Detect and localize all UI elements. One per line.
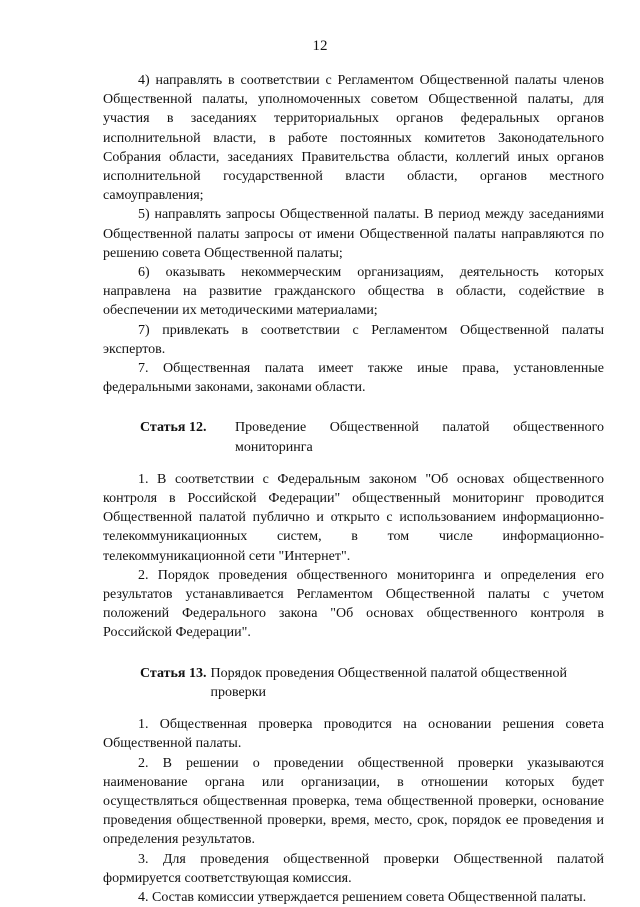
paragraph: 5) направлять запросы Общественной палаты. В период между заседаниями Общественной палаты запросы от имени Общественной палаты направляются по решению совета Общественной палаты;: [103, 207, 604, 261]
article-title: Проведение Общественной палатой общественного мониторинга: [235, 420, 604, 455]
paragraph: 1. В соответствии с Федеральным законом "Об основах общественного контроля в Российской Федерации" общественный мониторинг проводится Общественной палатой публично и открыто с использованием информационно-телекоммуникационных систем, в том числе информационно-телекоммуникационной сети "Интернет".: [103, 471, 604, 564]
paragraph: 4) направлять в соответствии с Регламентом Общественной палаты членов Общественной палаты, уполномоченных советом Общественной палаты, для участия в заседаниях территориальных органов федеральных органов исполнительной власти, в работе постоянных комитетов Законодательного Собрания области, заседаниях Правительства области, коллегий иных органов исполнительной государственной власти области, органов местного самоуправления;: [103, 73, 604, 204]
article-label: Статья 13.: [140, 665, 207, 681]
paragraph: 4. Состав комиссии утверждается решением совета Общественной палаты.: [138, 889, 587, 905]
article-13-heading: [103, 664, 604, 702]
page-number: 12: [312, 38, 328, 54]
paragraph: 6) оказывать некоммерческим организациям, деятельность которых направлена на развитие гражданского общества в области, содействие в обеспечении их методическими материалами;: [103, 265, 604, 319]
paragraph: 3. Для проведения общественной проверки Общественной палатой формируется соответствующая комиссия.: [103, 851, 604, 886]
paragraph: 2. В решении о проведении общественной проверки указываются наименование органа или организации, в отношении которых будет осуществляться общественная проверка, тема общественной проверки, основание проведения общественной проверки, время, место, срок, порядок ее проведения и определения результатов.: [103, 755, 604, 848]
paragraph: 1. Общественная проверка проводится на основании решения совета Общественной палаты.: [103, 717, 604, 752]
article-label: Статья 12.: [140, 420, 207, 436]
document-body: [103, 71, 604, 907]
paragraph: 2. Порядок проведения общественного мониторинга и определения его результатов устанавливается Регламентом Общественной палаты с учетом положений Федерального закона "Об основах общественного контроля в Российской Федерации".: [103, 567, 604, 641]
paragraph: 7) привлекать в соответствии с Регламентом Общественной палаты экспертов.: [103, 322, 604, 357]
article-12-heading: [103, 418, 604, 456]
article-title: Порядок проведения Общественной палатой общественной проверки: [210, 665, 567, 700]
paragraph: 7. Общественная палата имеет также иные права, установленные федеральными законами, законами области.: [103, 361, 604, 396]
